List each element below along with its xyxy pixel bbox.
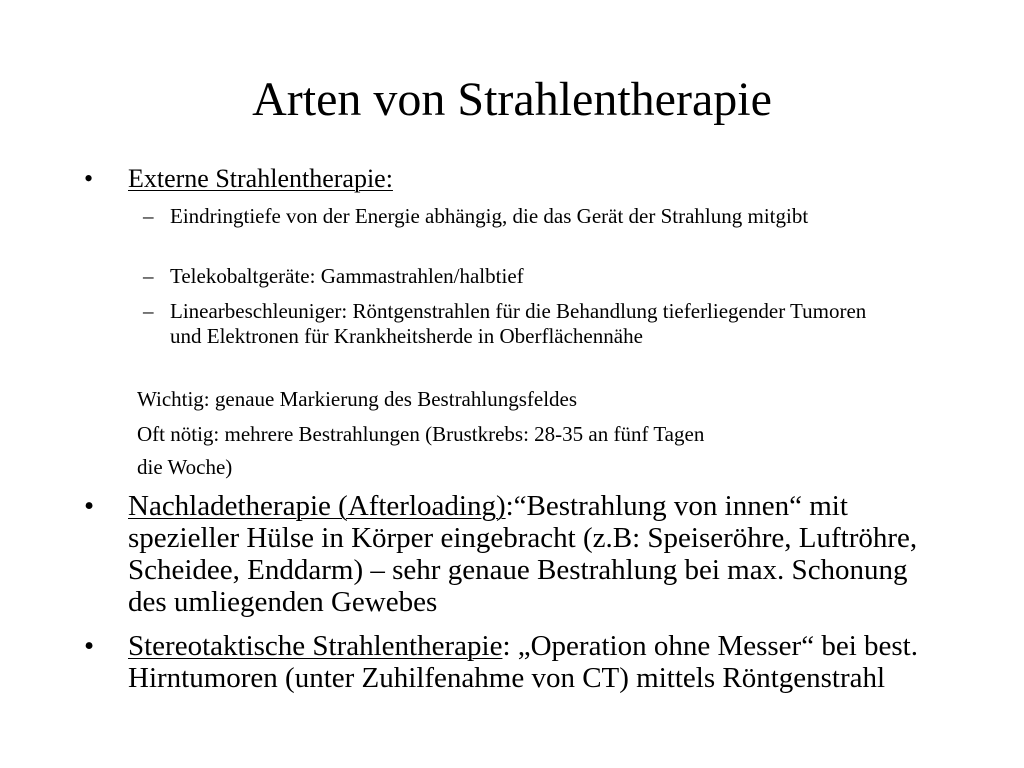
sub-item-linear-accelerator (143, 299, 900, 349)
sub-item-text: Linearbeschleuniger: Röntgenstrahlen für die Behandlung tieferliegender Tumoren und Elektronen für Krankheitsherde in Oberflächennähe (170, 299, 867, 348)
note-marking: Wichtig: genaue Markierung des Bestrahlungsfeldes (137, 387, 578, 411)
section-heading-afterloading: Nachladetherapie (Afterloading) (128, 490, 506, 522)
bullet-stereotactic (84, 630, 948, 694)
section-heading-stereotactic: Stereotaktische Strahlentherapie (128, 630, 503, 662)
bullet-marker: • (84, 630, 95, 662)
section-text-stereotactic: : „Operation ohne Messer“ bei best. Hirntumoren (unter Zuhilfenahme von CT) mittels Röntgenstrahl (128, 630, 918, 694)
dash-marker: – (143, 299, 154, 323)
section-text-afterloading: :“Bestrahlung von innen“ mit spezieller Hülse in Körper eingebracht (z.B: Speiseröhre, Luftröhre, Scheidee, Enddarm) – sehr genaue Bestrahlung bei max. Schonung des umliegenden Gewebes (128, 490, 918, 618)
sub-item-penetration-depth (143, 204, 900, 229)
section-heading-external: Externe Strahlentherapie: (128, 164, 393, 193)
sub-item-text: Eindringtiefe von der Energie abhängig, die das Gerät der Strahlung mitgibt (170, 204, 809, 228)
note-multiple-sessions-continued: die Woche) (137, 455, 233, 479)
bullet-marker: • (84, 490, 95, 522)
bullet-afterloading (84, 490, 948, 618)
bullet-external-radiotherapy (84, 164, 908, 194)
sub-item-text: Telekobaltgeräte: Gammastrahlen/halbtief (170, 264, 524, 288)
sub-item-telecobalt (143, 264, 900, 289)
dash-marker: – (143, 204, 154, 228)
bullet-marker: • (84, 164, 94, 193)
dash-marker: – (143, 264, 154, 288)
note-multiple-sessions: Oft nötig: mehrere Bestrahlungen (Brustkrebs: 28-35 an fünf Tagen (137, 422, 705, 446)
slide-title: Arten von Strahlentherapie (252, 73, 772, 126)
